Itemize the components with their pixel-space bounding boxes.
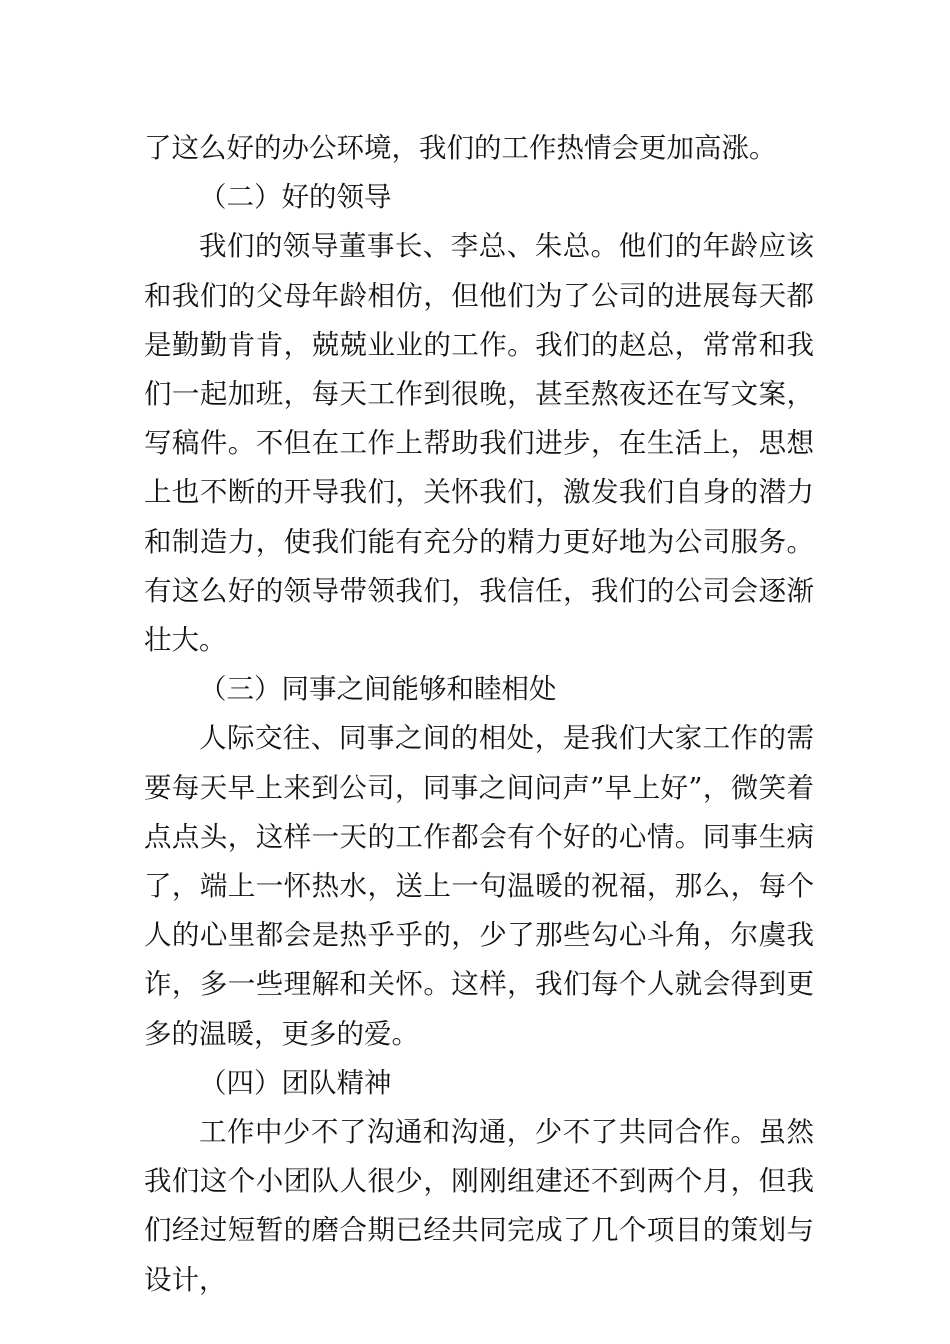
document-body — [144, 124, 814, 1305]
paragraph-continuation: 了这么好的办公环境，我们的工作热情会更加高涨。 — [144, 132, 777, 164]
section-heading-team-spirit: （四）团队精神 — [199, 1066, 392, 1099]
section-heading-good-leadership: （二）好的领导 — [199, 181, 392, 214]
paragraph-team-spirit: 工作中少不了沟通和沟通，少不了共同合作。虽然我们这个小团队人很少，刚刚组建还不到两个月，但我们经过短暂的磨合期已经共同完成了几个项目的策划与设计， — [144, 1116, 814, 1296]
section-heading-colleagues: （三）同事之间能够和睦相处 — [199, 673, 557, 706]
paragraph-colleagues: 人际交往、同事之间的相处，是我们大家工作的需要每天早上来到公司，同事之间问声”早上好”，微笑着点点头，这样一天的工作都会有个好的心情。同事生病了，端上一怀热水，送上一句温暖的祝福，那么，每个人的心里都会是热乎乎的，少了那些勾心斗角，尔虞我诈，多一些理解和关怀。这样，我们每个人就会得到更多的温暖，更多的爱。 — [144, 722, 814, 1050]
paragraph-leadership: 我们的领导董事长、李总、朱总。他们的年龄应该和我们的父母年龄相仿，但他们为了公司的进展每天都是勤勤肯肯，兢兢业业的工作。我们的赵总，常常和我们一起加班，每天工作到很晚，甚至熬夜还在写文案，写稿件。不但在工作上帮助我们进步，在生活上，思想上也不断的开导我们，关怀我们，激发我们自身的潜力和制造力，使我们能有充分的精力更好地为公司服务。有这么好的领导带领我们，我信任，我们的公司会逐渐壮大。 — [144, 230, 814, 657]
